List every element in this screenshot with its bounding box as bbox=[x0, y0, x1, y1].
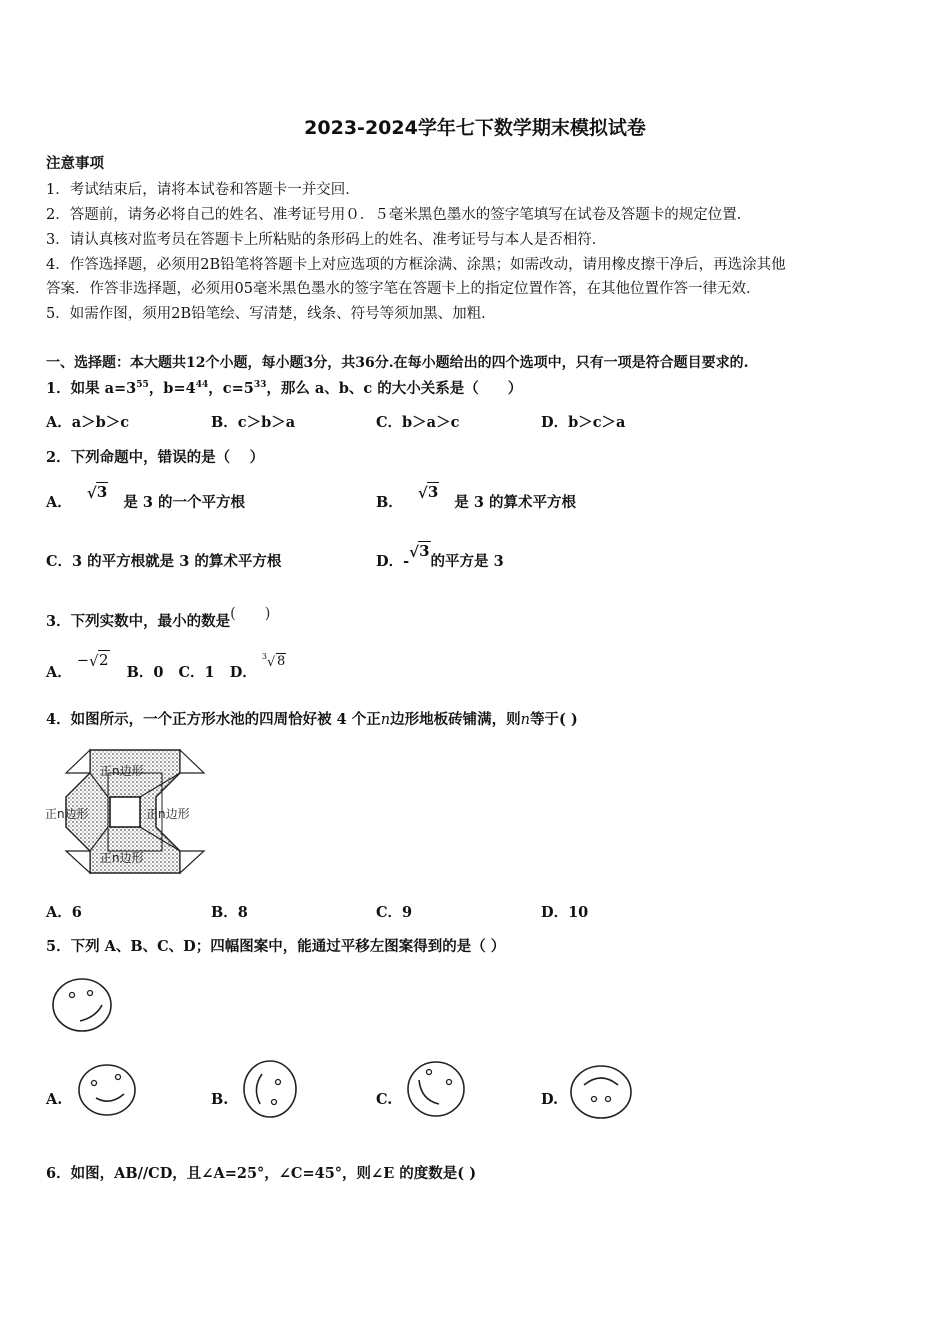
q2-option-a: A． √ 3 是 3 的一个平方根 bbox=[46, 483, 246, 511]
q4-option-b: B．8 bbox=[211, 904, 248, 921]
smiley-d-icon bbox=[568, 1063, 634, 1121]
figure-label-right: 正n边形 bbox=[146, 807, 190, 821]
pool-tiling-figure bbox=[44, 745, 214, 880]
notice-item: 4．作答选择题，必须用2B铅笔将答题卡上对应选项的方框涂满、涂黑；如需改动，请用橡皮擦干净后，再选涂其他 bbox=[46, 257, 786, 273]
q2-option-d: D．- √ 3的平方是 3 bbox=[376, 542, 504, 570]
q5-option-c-label: C. bbox=[376, 1091, 393, 1108]
q5-option-d-label: D. bbox=[541, 1091, 559, 1108]
q5-option-a-label: A. bbox=[46, 1091, 63, 1108]
question-6-stem: 6．如图，AB//CD，且∠A=25°，∠C=45°，则∠E 的度数是( ) bbox=[46, 1165, 477, 1182]
question-5-stem: 5．下列 A、B、C、D；四幅图案中，能通过平移左图案得到的是（ ） bbox=[46, 938, 506, 955]
question-3-stem: 3．下列实数中，最小的数是( ) bbox=[46, 606, 271, 630]
q5-option-b-label: B. bbox=[211, 1091, 229, 1108]
q3-option-a-value: − √ 2 bbox=[76, 651, 109, 670]
q2-option-b: B． √ 3 是 3 的算术平方根 bbox=[376, 483, 577, 511]
q1-option-c: C．b＞a＞c bbox=[376, 414, 460, 431]
smiley-b-icon bbox=[240, 1058, 300, 1120]
pool-square bbox=[110, 797, 140, 827]
question-4-stem: 4．如图所示，一个正方形水池的四周恰好被 4 个正n边形地板砖铺满，则n等于( ) bbox=[46, 711, 578, 728]
q4-option-a: A．6 bbox=[46, 904, 82, 921]
notice-item: 答案．作答非选择题，必须用05毫米黑色墨水的签字笔在答题卡上的指定位置作答，在其他位置作答一律无效． bbox=[46, 281, 761, 297]
section-heading: 一、选择题：本大题共12个小题，每小题3分，共36分.在每小题给出的四个选项中，只有一项是符合题目要求的. bbox=[46, 355, 749, 371]
figure-label-bottom: 正n边形 bbox=[100, 851, 144, 865]
sqrt-symbol: √ 3 bbox=[409, 542, 430, 561]
page-title: 2023-2024学年七下数学期末模拟试卷 bbox=[304, 117, 646, 139]
sqrt-symbol: √ 3 bbox=[86, 483, 108, 502]
notice-item: 3．请认真核对监考员在答题卡上所粘贴的条形码上的姓名、准考证号与本人是否相符． bbox=[46, 232, 607, 248]
q4-option-c: C．9 bbox=[376, 904, 413, 921]
q3-options: A． − √ 2 B．0 C．1 D． $^3$ √ 8 bbox=[46, 651, 286, 681]
q1-option-b: B．c＞b＞a bbox=[211, 414, 296, 431]
figure-label-top: 正n边形 bbox=[100, 764, 144, 778]
notice-item: 2．答题前，请务必将自己的姓名、准考证号用０．５毫米黑色墨水的签字笔填写在试卷及答题卡的规定位置． bbox=[46, 207, 752, 223]
q1-option-d: D．b＞c＞a bbox=[541, 414, 626, 431]
cube-root-symbol: $^3$ √ 8 bbox=[261, 652, 286, 670]
sqrt-symbol: √ 3 bbox=[417, 483, 439, 502]
smiley-a-icon bbox=[76, 1060, 138, 1120]
smiley-c-icon bbox=[405, 1058, 467, 1120]
q4-option-d: D．10 bbox=[541, 904, 589, 921]
notice-heading: 注意事项 bbox=[46, 155, 104, 172]
notice-item: 1．考试结束后，请将本试卷和答题卡一并交回． bbox=[46, 182, 360, 198]
figure-label-left: 正n边形 bbox=[45, 807, 89, 821]
question-2-stem: 2．下列命题中，错误的是（ ） bbox=[46, 449, 265, 466]
q1-option-a: A．a＞b＞c bbox=[46, 414, 130, 431]
smiley-original-icon bbox=[50, 975, 115, 1035]
question-1-stem: 1．如果 $a=3^{55}$，$b=4^{44}$，$c=5^{33}$，那么 a、b、c 的大小关系是（ ） bbox=[46, 380, 523, 397]
q2-option-c: C．3 的平方根就是 3 的算术平方根 bbox=[46, 553, 282, 570]
notice-item: 5．如需作图，须用2B铅笔绘、写清楚，线条、符号等须加黑、加粗． bbox=[46, 306, 496, 322]
sqrt-symbol: √ 2 bbox=[88, 651, 109, 670]
